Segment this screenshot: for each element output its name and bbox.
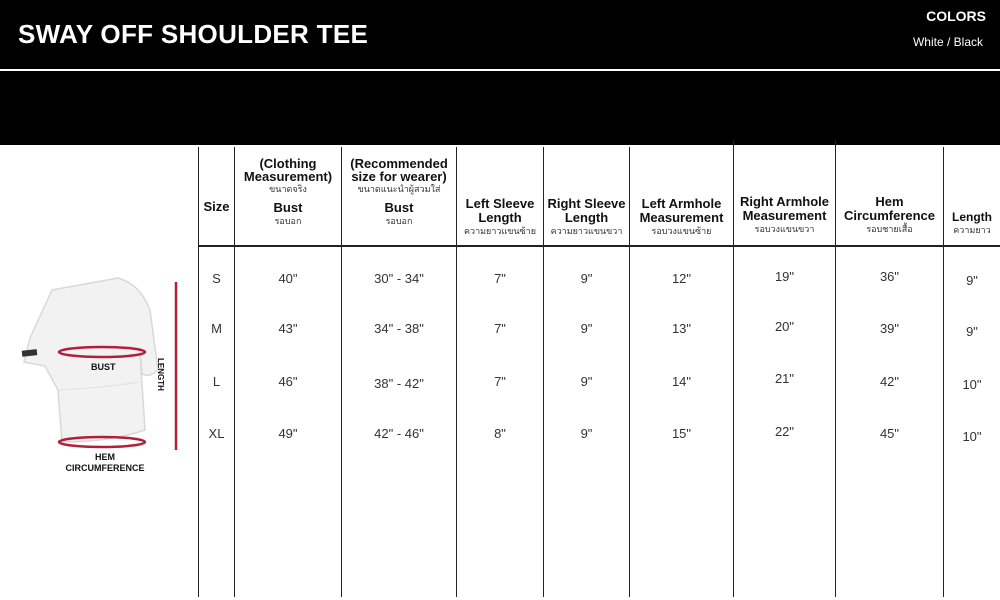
cell-hem: 42" [879,374,900,389]
header-divider [0,69,1000,71]
header-left-armhole: Left Armhole Measurement รอบวงแขนซ้าย [639,196,724,236]
header-right-sleeve: Right Sleeve Length ความยาวแขนขวา [547,196,626,236]
cell-left-sleeve: 7" [494,271,506,286]
header-banner [0,0,1000,145]
colors-value: White / Black [912,35,983,49]
garment-illustration [0,270,200,480]
cell-bust-clothing: 49" [278,426,298,441]
cell-bust-clothing: 43" [278,321,298,336]
cell-size: M [211,321,222,336]
cell-size: L [212,374,221,389]
cell-bust-clothing: 40" [278,271,298,286]
header-bust-recommended: (Recommended size for wearer) ขนาดแนะนำผู้สวมใส่ Bust รอบอก [350,156,448,226]
cell-bust-recommended: 42" - 46" [374,426,424,441]
table-header-divider [198,245,1000,247]
cell-right-sleeve: 9" [580,374,593,389]
cell-size: XL [208,426,225,441]
table-divider [198,147,199,597]
bust-label: BUST [91,362,116,372]
cell-hem: 39" [879,321,900,336]
cell-right-armhole: 21" [774,371,795,386]
cell-left-armhole: 12" [671,271,692,286]
cell-bust-recommended: 38" - 42" [374,376,424,391]
length-label: LENGTH [156,358,165,391]
header-left-sleeve: Left Sleeve Length ความยาวแขนซ้าย [464,196,536,236]
cell-left-sleeve: 8" [494,426,506,441]
cell-bust-clothing: 46" [278,374,298,389]
header-size: Size [203,199,230,214]
cell-length: 10" [962,429,982,444]
cell-length: 9" [966,273,978,288]
cell-right-armhole: 22" [774,424,795,439]
cell-right-sleeve: 9" [580,271,593,286]
cell-hem: 45" [879,426,900,441]
cell-length: 10" [962,377,982,392]
colors-label: COLORS [926,8,986,24]
cell-size: S [212,271,221,286]
header-bust-clothing: (Clothing Measurement) ขนาดจริง Bust รอบอก [243,156,333,226]
cell-left-armhole: 14" [671,374,692,389]
cell-left-sleeve: 7" [494,321,506,336]
cell-hem: 36" [879,269,900,284]
cell-length: 9" [966,324,978,339]
header-hem: Hem Circumference รอบชายเสื้อ [843,194,936,234]
product-title: SWAY OFF SHOULDER TEE [18,19,369,49]
cell-left-sleeve: 7" [494,374,506,389]
hem-circumference-label: HEM CIRCUMFERENCE [65,452,145,473]
cell-right-sleeve: 9" [580,426,593,441]
cell-right-sleeve: 9" [580,321,593,336]
tshirt-icon [0,270,200,480]
cell-right-armhole: 19" [774,269,795,284]
header-right-armhole: Right Armhole Measurement รอบวงแขนขวา [739,194,830,234]
cell-left-armhole: 15" [671,426,692,441]
cell-left-armhole: 13" [671,321,692,336]
cell-bust-recommended: 30" - 34" [374,271,424,286]
cell-bust-recommended: 34" - 38" [374,321,424,336]
cell-right-armhole: 20" [774,319,795,334]
header-length: Length ความยาว [952,210,992,235]
